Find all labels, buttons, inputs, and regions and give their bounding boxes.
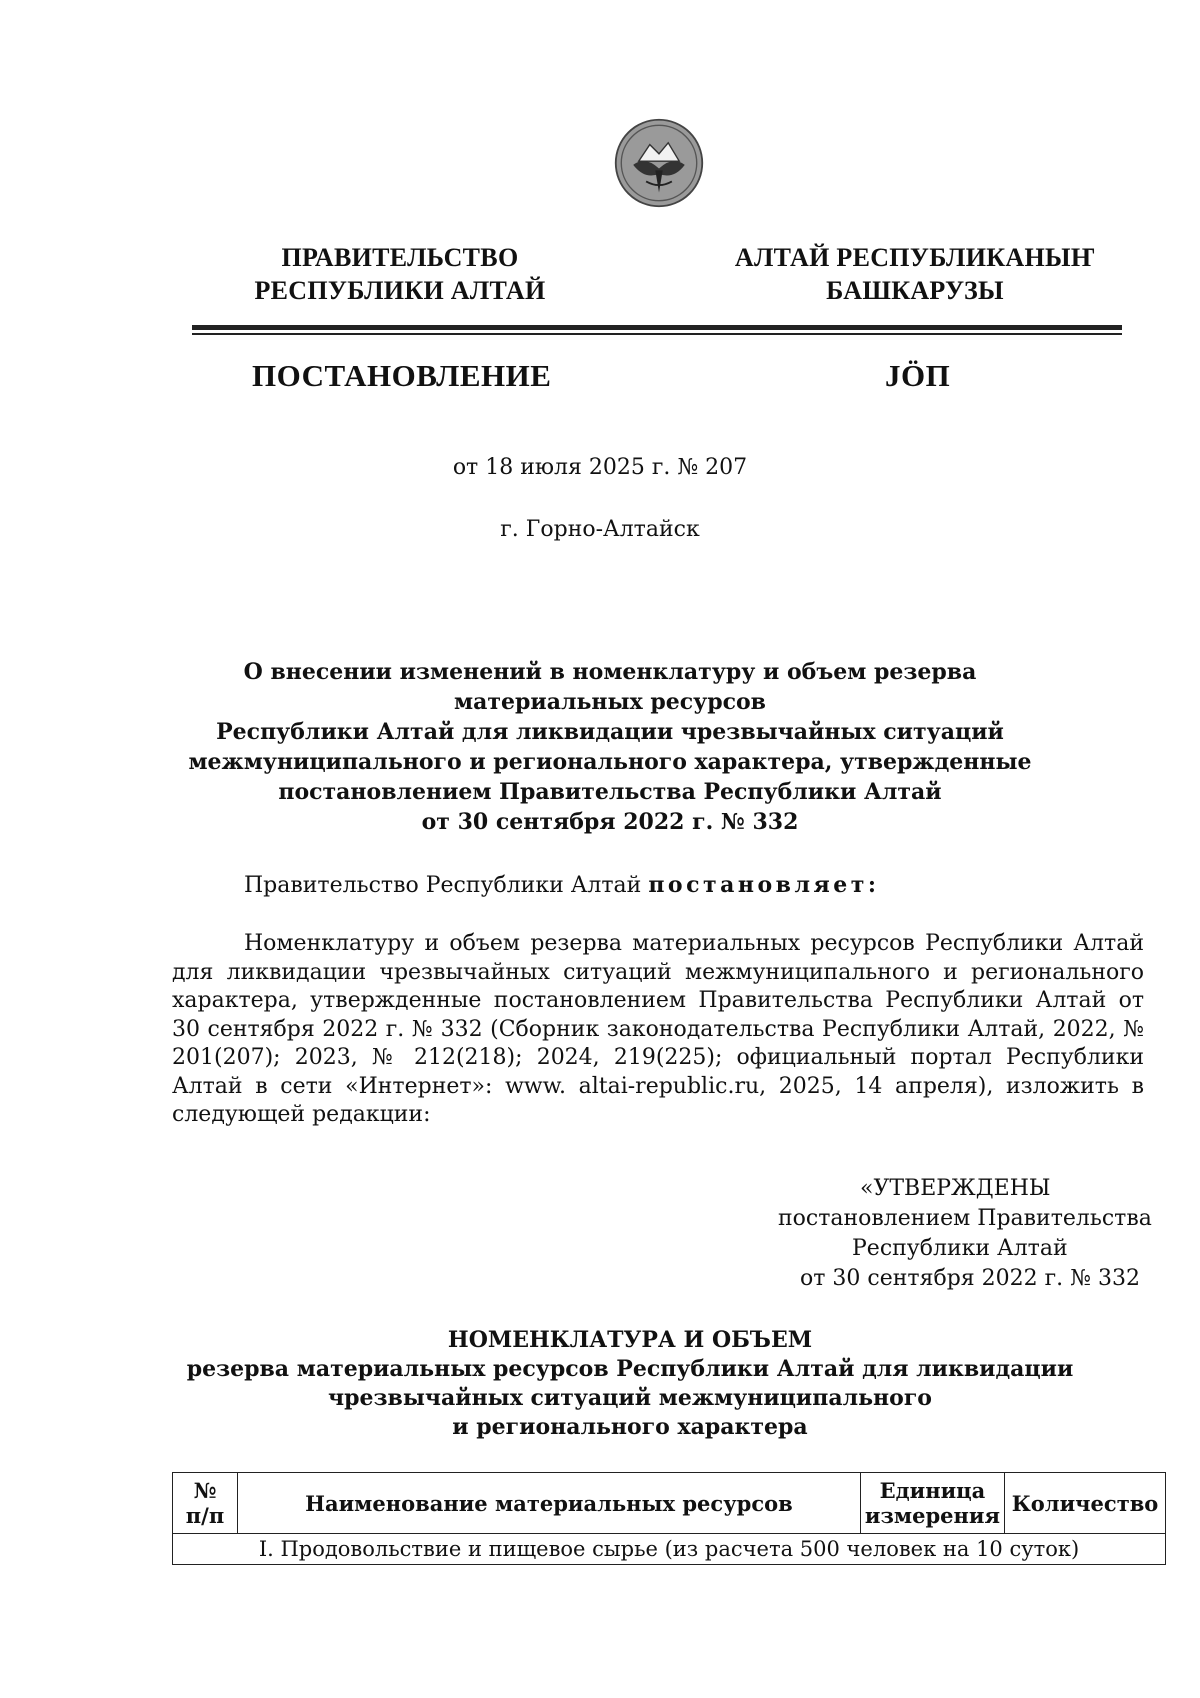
government-name-russian xyxy=(230,241,570,307)
nomenclature-heading-line: чрезвычайных ситуаций межмуниципального xyxy=(328,1385,932,1411)
title-line: О внесении изменений в номенклатуру и объем резерва материальных ресурсов xyxy=(243,659,977,715)
header-unit-line2: измерения xyxy=(864,1503,1000,1528)
document-city: г. Горно-Алтайск xyxy=(500,517,700,542)
government-name-altai-line1: АЛТАЙ РЕСПУБЛИКАНЫҤ xyxy=(734,243,1096,272)
government-name-line2: РЕСПУБЛИКИ АЛТАЙ xyxy=(254,276,546,305)
resources-table xyxy=(172,1472,1166,1565)
government-name-altai xyxy=(720,241,1110,307)
government-name-line1: ПРАВИТЕЛЬСТВО xyxy=(281,243,519,272)
header-number xyxy=(173,1473,238,1534)
doc-type-altai: JÖП xyxy=(885,358,951,393)
approved-line: от 30 сентября 2022 г. № 332 xyxy=(800,1266,1140,1291)
government-name-altai-line2: БАШКАРУЗЫ xyxy=(826,276,1004,305)
header-number-sign: № xyxy=(193,1478,217,1503)
coat-of-arms-emblem-icon xyxy=(613,117,705,209)
title-line: Республики Алтай для ликвидации чрезвычайных ситуаций xyxy=(216,719,1004,745)
document-date-number: от 18 июля 2025 г. № 207 xyxy=(452,455,748,480)
table-row xyxy=(173,1534,1166,1565)
approved-line: Республики Алтай xyxy=(852,1236,1068,1261)
document-title xyxy=(160,657,1060,837)
decree-prefix: Правительство Республики Алтай xyxy=(244,873,649,898)
header-unit xyxy=(860,1473,1004,1534)
header-divider-thin xyxy=(192,333,1122,335)
title-line: межмуниципального и регионального характера, утвержденные xyxy=(188,749,1032,775)
title-line: от 30 сентября 2022 г. № 332 xyxy=(421,809,799,835)
decree-statement xyxy=(244,872,879,898)
header-number-pp: п/п xyxy=(185,1503,225,1528)
decree-emphasis: постановляет: xyxy=(648,872,880,898)
table-header-row xyxy=(173,1473,1166,1534)
approval-stamp-block xyxy=(760,1174,1160,1294)
header-quantity: Количество xyxy=(1005,1473,1166,1534)
header-divider-thick xyxy=(192,325,1122,330)
header-unit-line1: Единица xyxy=(879,1478,986,1503)
nomenclature-heading xyxy=(150,1326,1110,1442)
approved-line: «УТВЕРЖДЕНЫ xyxy=(860,1176,1051,1201)
body-paragraph: Номенклатуру и объем резерва материальных ресурсов Республики Алтай для ликвидации чрезвычайных ситуаций межмуниципального и регионального характера, утвержденные постановлением Правительства Республики Алтай от 30 сентября 2022 г. № 332 (Сборник законодательства Республики Алтай, 2022, № 201(207); 2023, № 212(218); 2024, 219(225); официальный портал Республики Алтай в сети «Интернет»: www. altai-republic.ru, 2025, 14 апреля), изложить в следующей редакции: xyxy=(172,931,1144,1127)
nomenclature-heading-line: НОМЕНКЛАТУРА И ОБЪЕМ xyxy=(447,1327,813,1353)
title-line: постановлением Правительства Республики Алтай xyxy=(278,779,942,805)
approved-line: постановлением Правительства xyxy=(778,1206,1152,1231)
doc-type-russian: ПОСТАНОВЛЕНИЕ xyxy=(252,358,552,393)
nomenclature-heading-line: и регионального характера xyxy=(452,1414,808,1440)
nomenclature-heading-line: резерва материальных ресурсов Республики Алтай для ликвидации xyxy=(186,1356,1074,1382)
header-resource-name: Наименование материальных ресурсов xyxy=(238,1473,861,1534)
section-heading-cell: I. Продовольствие и пищевое сырье (из расчета 500 человек на 10 суток) xyxy=(173,1534,1166,1565)
